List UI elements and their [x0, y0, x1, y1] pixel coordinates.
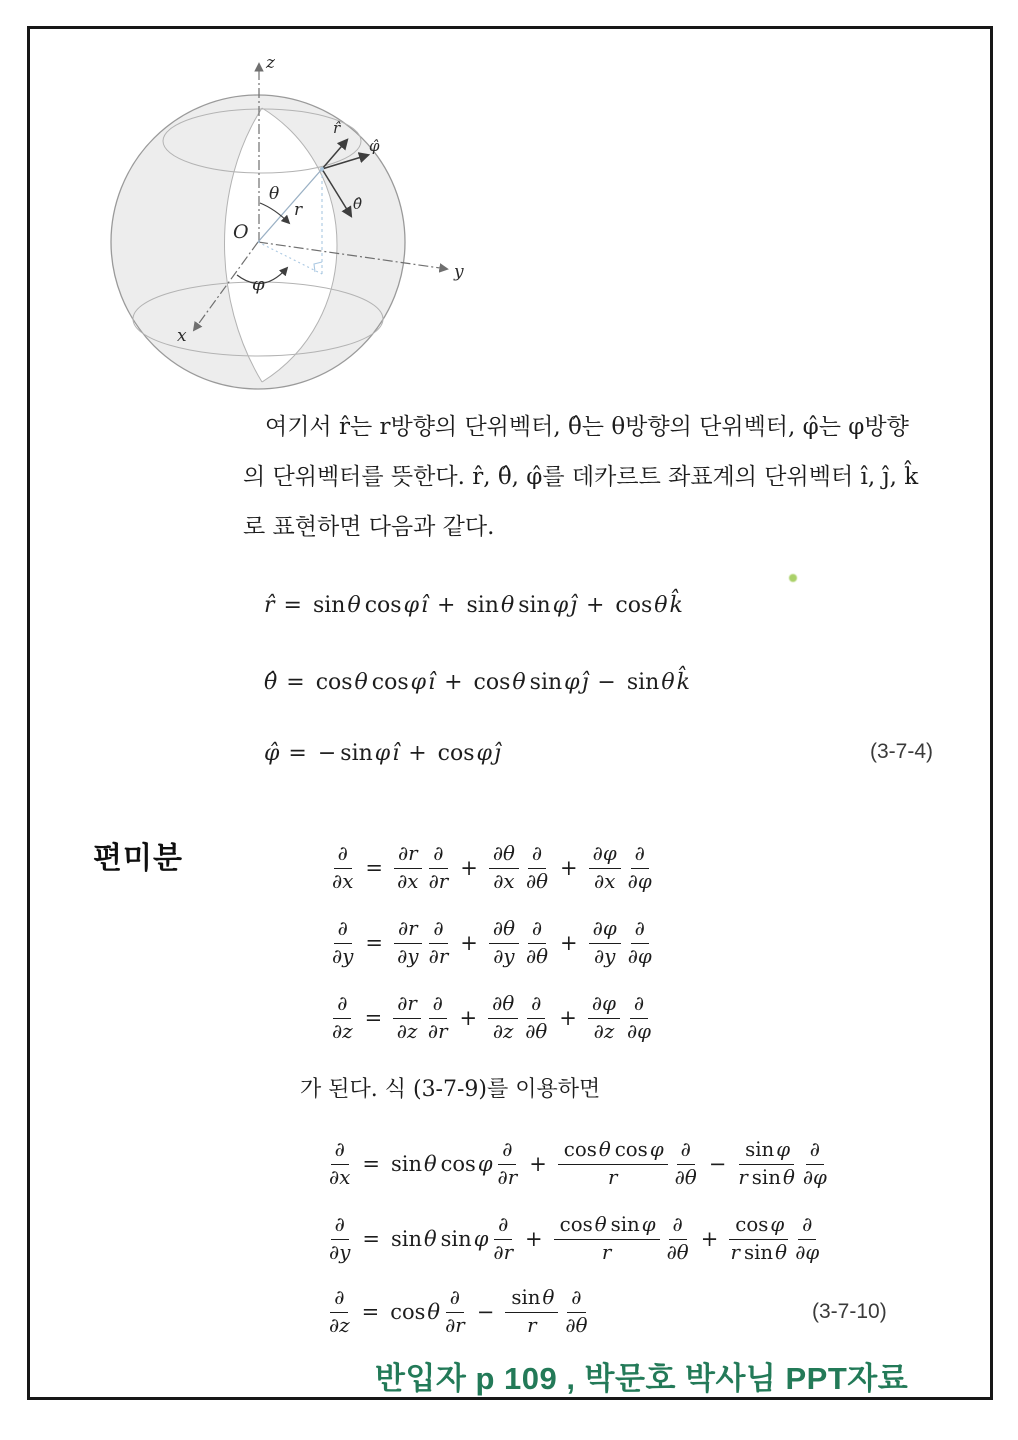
paragraph — [243, 402, 993, 552]
section-label-partial-derivative: 편미분 — [93, 842, 183, 875]
radius-label: r — [294, 200, 303, 220]
equation-theta-hat: θ̂ = cos θ cos φ î + cos θ sin φ ĵ − sin θ k̂ — [264, 669, 690, 695]
chain-rule-eq-x: $\frac{\partial}{\partial x}$ = $\frac{\partial r}{\partial x}$ $\frac{\partial}{\partial r}$ + $\frac{\partial\theta}{\partial x}$ $\frac{\partial}{\partial\theta}$ + $\frac{\partial\varphi}{\partial x}$ $\frac{\partial}{\partial\varphi}$ — [332, 842, 652, 893]
paragraph-line: 의 단위벡터를 뜻한다. r̂, θ̂, φ̂를 데카르트 좌표계의 단위벡터 î, ĵ, k̂ — [243, 464, 919, 490]
r-hat-label: r̂ — [333, 119, 341, 137]
theta-angle-label: θ — [269, 184, 280, 204]
final-eq-z: $\frac{\partial}{\partial z}$ = cos θ $\frac{\partial}{\partial r}$ − sin θ r $\frac{\partial}{\partial\theta}$ — [329, 1286, 588, 1337]
spherical-coordinates-diagram — [100, 28, 490, 398]
mid-text: 가 된다. 식 (3-7-9)를 이용하면 — [300, 1077, 601, 1102]
phi-angle-label: φ — [252, 274, 265, 295]
footer-credit: 반입자 p 109 , 박문호 박사님 PPT자료 — [375, 1361, 909, 1396]
phi-hat-label: φ̂ — [369, 137, 380, 155]
final-eq-y: $\frac{\partial}{\partial y}$ = sin θ sin φ $\frac{\partial}{\partial r}$ + cos θ sin φ r $\frac{\partial}{\partial\theta}$ + cos φ r sin θ $\frac{\partial}{\partial\varphi}$ — [329, 1213, 820, 1264]
equation-phi-hat: φ̂ = − sin φ î + cos φ ĵ — [264, 740, 501, 766]
equation-number-3-7-10: (3-7-10) — [812, 1300, 887, 1323]
surface-point — [320, 167, 324, 171]
final-eq-x: $\frac{\partial}{\partial x}$ = sin θ cos φ $\frac{\partial}{\partial r}$ + cos θ cos φ r $\frac{\partial}{\partial\theta}$ − sin φ r sin θ $\frac{\partial}{\partial\varphi}$ — [329, 1138, 827, 1189]
z-axis-label: z — [266, 53, 275, 73]
chain-rule-eq-z: $\frac{\partial}{\partial z}$ = $\frac{\partial r}{\partial z}$ $\frac{\partial}{\partial r}$ + $\frac{\partial\theta}{\partial z}$ $\frac{\partial}{\partial\theta}$ + $\frac{\partial\varphi}{\partial z}$ $\frac{\partial}{\partial\varphi}$ — [332, 992, 651, 1043]
theta-hat-label: θ̂ — [353, 195, 363, 213]
paragraph-line: 로 표현하면 다음과 같다. — [243, 514, 495, 540]
paragraph-line: 여기서 r̂는 r방향의 단위벡터, θ̂는 θ방향의 단위벡터, φ̂는 φ방향 — [265, 414, 909, 440]
y-axis-label: y — [454, 262, 464, 282]
origin-label: O — [233, 221, 249, 243]
x-axis-label: x — [177, 326, 187, 346]
green-marker-dot — [789, 574, 797, 582]
chain-rule-eq-y: $\frac{\partial}{\partial y}$ = $\frac{\partial r}{\partial y}$ $\frac{\partial}{\partial r}$ + $\frac{\partial\theta}{\partial y}$ $\frac{\partial}{\partial\theta}$ + $\frac{\partial\varphi}{\partial y}$ $\frac{\partial}{\partial\varphi}$ — [332, 917, 652, 968]
equation-number-3-7-4: (3-7-4) — [870, 740, 934, 763]
equation-r-hat: r̂ = sin θ cos φ î + sin θ sin φ ĵ + cos θ k̂ — [264, 592, 683, 618]
